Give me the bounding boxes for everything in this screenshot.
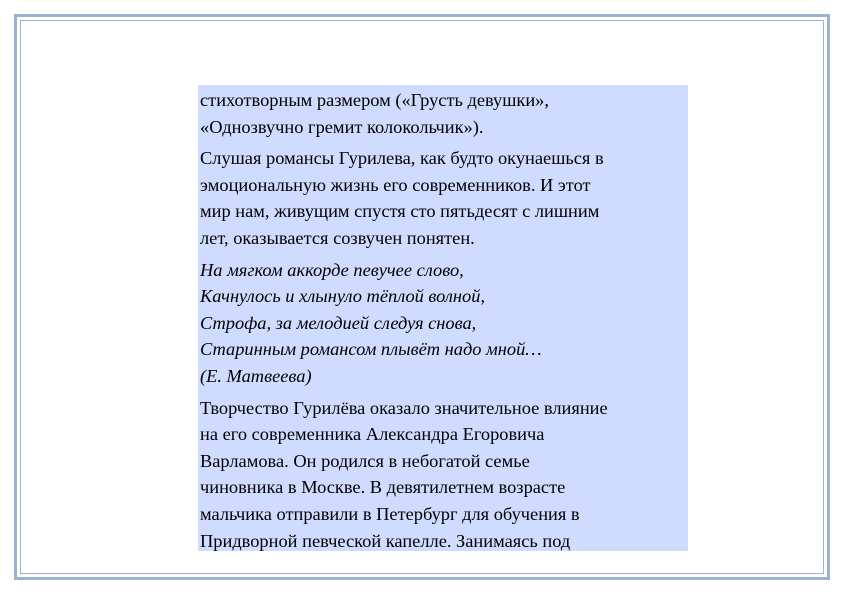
text-line: «Однозвучно гремит колокольчик»). bbox=[200, 116, 484, 137]
text-line: Творчество Гурилёва оказало значительное влияние bbox=[200, 397, 608, 418]
paragraph-intro bbox=[200, 87, 686, 140]
text-line: Слушая романсы Гурилева, как будто окунаешься в bbox=[200, 148, 604, 169]
text-line: лет, оказывается созвучен понятен. bbox=[200, 227, 475, 248]
paragraph-varlamov bbox=[200, 395, 686, 551]
paragraph-romances bbox=[200, 145, 686, 251]
poem-line: Качнулось и хлынуло тёплой волной, bbox=[200, 286, 486, 307]
text-line: стихотворным размером («Грусть девушки», bbox=[200, 90, 549, 110]
text-line: на его современника Александра Егоровича bbox=[200, 424, 545, 445]
text-line: мальчика отправили в Петербург для обучения в bbox=[200, 503, 580, 524]
poem-line: Старинным романсом плывёт надо мной… bbox=[200, 339, 542, 360]
poem-line: Строфа, за мелодией следуя снова, bbox=[200, 312, 477, 333]
text-line: эмоциональную жизнь его современников. И этот bbox=[200, 174, 591, 195]
text-line: мир нам, живущим спустя сто пятьдесят с лишним bbox=[200, 201, 600, 222]
text-line: чиновника в Москве. В девятилетнем возрасте bbox=[200, 477, 566, 498]
text-line: Придворной певческой капелле. Занимаясь под bbox=[200, 530, 571, 551]
poem-quote bbox=[200, 257, 686, 390]
text-box[interactable] bbox=[198, 85, 688, 551]
poem-author: (Е. Матвеева) bbox=[200, 365, 312, 386]
poem-line: На мягком аккорде певучее слово, bbox=[200, 259, 464, 280]
text-line: Варламова. Он родился в небогатой семье bbox=[200, 450, 530, 471]
